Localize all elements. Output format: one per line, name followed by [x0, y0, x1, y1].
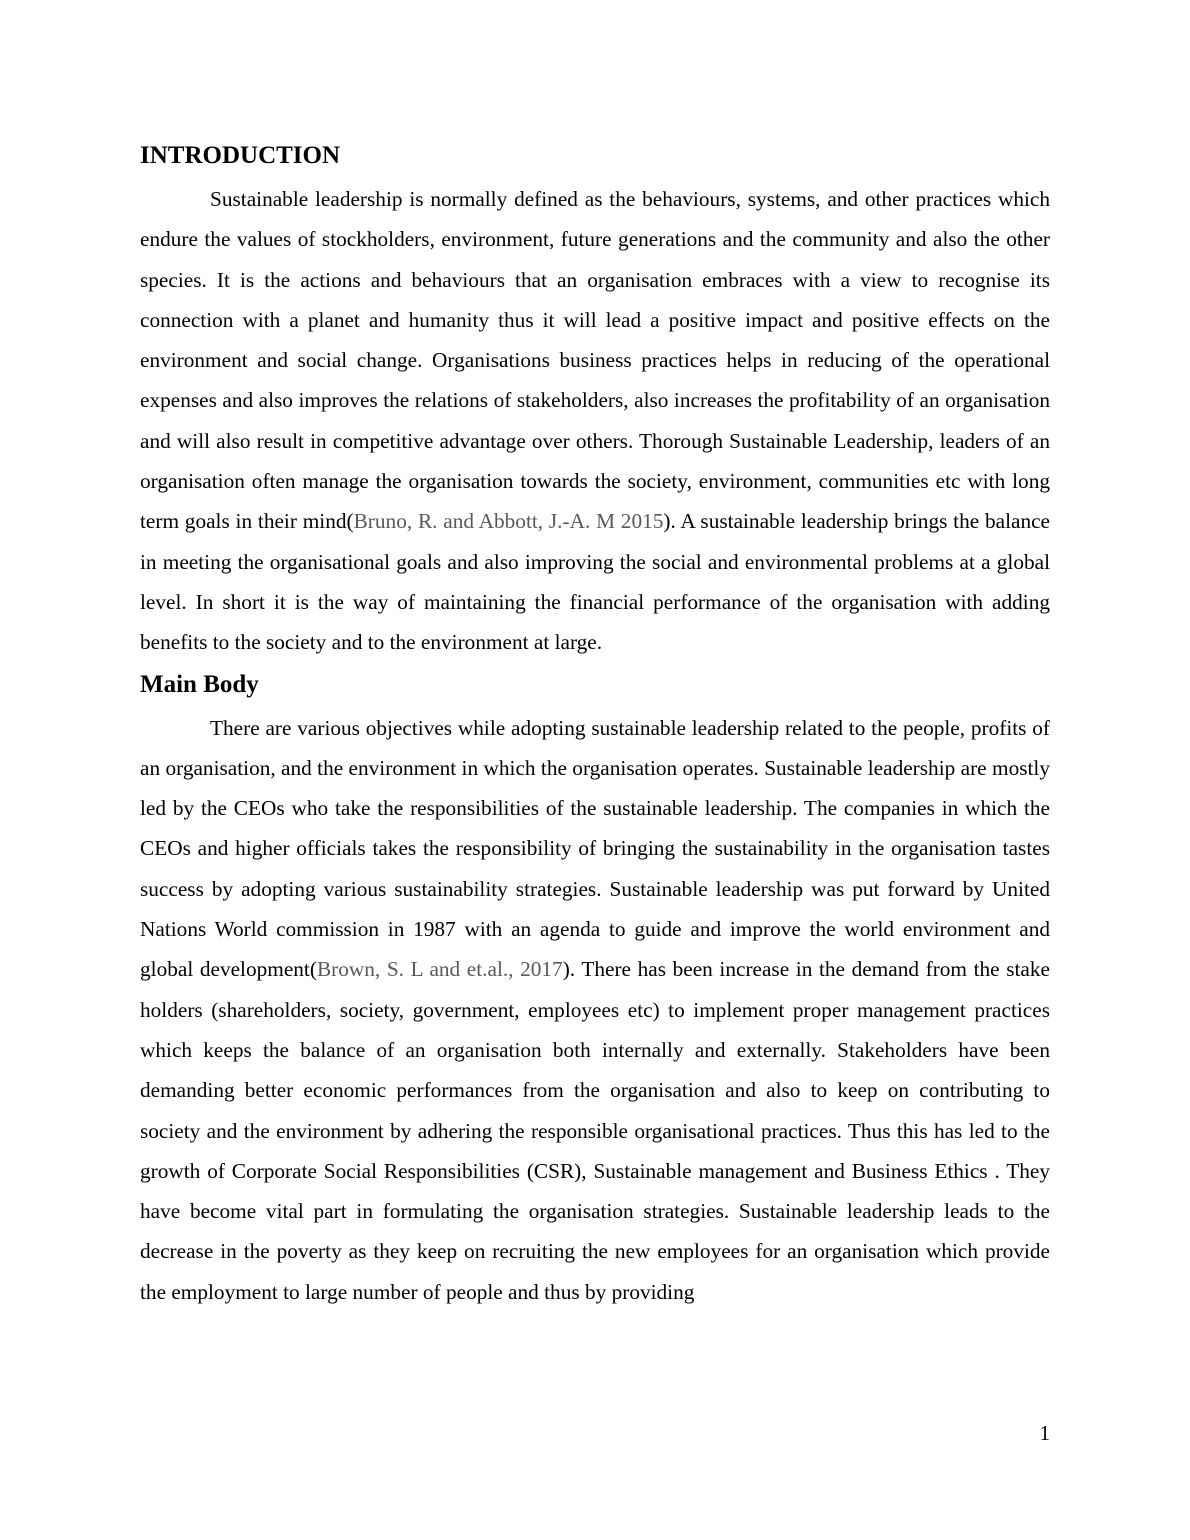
main-body-text-part-2: ). There has been increase in the demand from the stake holders (shareholders, society, government, employees etc) to implement proper management practices which keeps the balance of an organisation both internally and externally. Stakeholders have been demanding better economic performances from the organisation and also to keep on contributing to society and the environment by adhering the responsible organisational practices. Thus this has led to the growth of Corporate Social Responsibilities (CSR), Sustainable management and Business Ethics . They have become vital part in formulating the organisation strategies. Sustainable leadership leads to the decrease in the poverty as they keep on recruiting the new employees for an organisation which provide the employment to large number of people and thus by providing [140, 957, 1050, 1304]
main-body-text-part-1: There are various objectives while adopting sustainable leadership related to the people, profits of an organisation, and the environment in which the organisation operates. Sustainable leadership are mostly led by the CEOs who take the responsibilities of the sustainable leadership. The companies in which the CEOs and higher officials takes the responsibility of bringing the sustainability in the organisation tastes success by adopting various sustainability strategies. Sustainable leadership was put forward by United Nations World commission in 1987 with an agenda to guide and improve the world environment and global development( [140, 715, 1050, 982]
main-body-heading: Main Body [140, 670, 259, 698]
main-body-citation: Brown, S. L and et.al., 2017 [316, 957, 563, 982]
introduction-heading: INTRODUCTION [140, 142, 341, 169]
introduction-citation: Bruno, R. and Abbott, J.-A. M 2015 [353, 509, 664, 534]
introduction-paragraph [140, 179, 1050, 663]
introduction-text-part-1: Sustainable leadership is normally defined as the behaviours, systems, and other practices which endure the values of stockholders, environment, future generations and the community and also the other species. It is the actions and behaviours that an organisation embraces with a view to recognise its connection with a planet and humanity thus it will lead a positive impact and positive effects on the environment and social change. Organisations business practices helps in reducing of the operational expenses and also improves the relations of stakeholders, also increases the profitability of an organisation and will also result in competitive advantage over others. Thorough Sustainable Leadership, leaders of an organisation often manage the organisation towards the society, environment, communities etc with long term goals in their mind( [140, 187, 1050, 534]
main-body-paragraph [140, 708, 1050, 1312]
document-page [140, 138, 1050, 1312]
page-number: 1 [1039, 1421, 1050, 1445]
introduction-text-part-2: ). A sustainable leadership brings the balance in meeting the organisational goals and also improving the social and environmental problems at a global level. In short it is the way of maintaining the financial performance of the organisation with adding benefits to the society and to the environment at large. [140, 509, 1050, 655]
